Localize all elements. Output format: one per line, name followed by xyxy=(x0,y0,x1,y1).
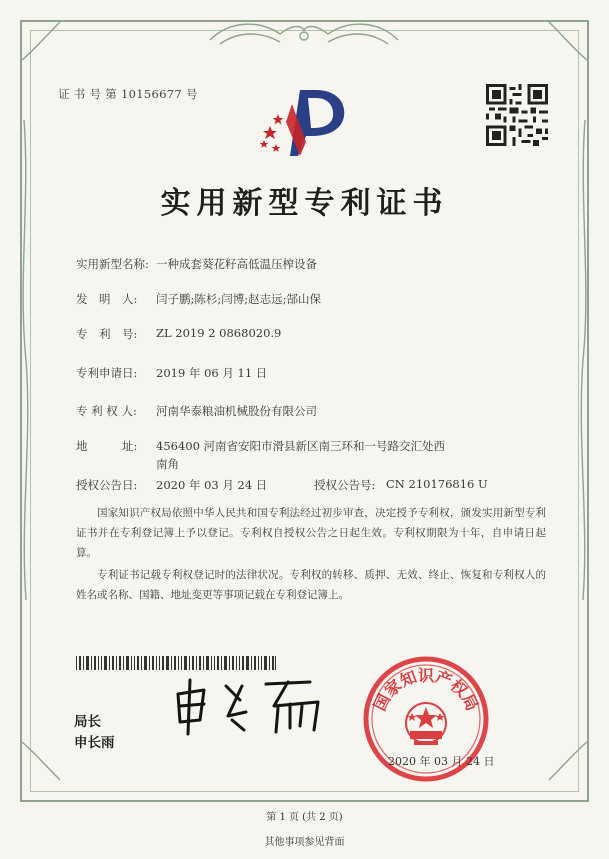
seal-date: 2020 年 03 月 24 日 xyxy=(388,755,495,768)
page-number: 第 1 页 (共 2 页) xyxy=(266,812,343,823)
field-label-filing-date: 专利申请日: xyxy=(76,366,138,380)
grant-no-value: CN 210176816 U xyxy=(386,477,488,491)
signatory-name: 申长雨 xyxy=(74,735,115,751)
field-value-patentee: 河南华泰粮油机械股份有限公司 xyxy=(156,404,317,418)
certificate-number-suffix: 号 xyxy=(185,87,198,101)
field-label-patent-no: 专 利 号: xyxy=(76,327,138,341)
notice-paragraph-2: 专利证书记载专利权登记时的法律状况。专利权的转移、质押、无效、终止、恢复和专利权人的姓名或名称、国籍、地址变更等事项记载在专利登记簿上。 xyxy=(76,569,546,601)
notice-paragraph-1: 国家知识产权局依照中华人民共和国专利法经过初步审查，决定授予专利权，颁发实用新型专利证书并在专利登记簿上予以登记。专利权自授权公告之日起生效。专利权期限为十年，自申请日起算。 xyxy=(76,507,546,559)
field-value-patent-no: ZL 2019 2 0868020.9 xyxy=(156,326,282,340)
field-value-inventor: 闫子鹏;陈杉;闫博;赵志远;郜山保 xyxy=(156,292,321,306)
cnipa-logo-icon xyxy=(256,82,356,162)
footer-note: 其他事项参见背面 xyxy=(264,837,345,848)
grant-no-label: 授权公告号: xyxy=(314,478,376,492)
field-label-address: 地 址: xyxy=(76,439,138,453)
signatory-title: 局长 xyxy=(74,714,101,730)
signature-icon xyxy=(170,676,330,736)
field-label-name: 实用新型名称: xyxy=(76,257,149,271)
grant-date-value: 2020 年 03 月 24 日 xyxy=(156,478,268,492)
qr-code-icon[interactable] xyxy=(486,84,548,146)
barcode-icon xyxy=(76,656,276,670)
certificate-number-value: 10156677 xyxy=(121,87,182,101)
seal-text: 国家知识产权局 xyxy=(369,666,483,714)
field-value-filing-date: 2019 年 06 月 11 日 xyxy=(156,366,268,380)
field-value-address: 456400 河南省安阳市滑县新区南三环和一号路交汇处西 xyxy=(156,439,446,453)
page-title: 实用新型专利证书 xyxy=(160,186,449,221)
field-label-patentee: 专 利 权 人: xyxy=(76,404,137,418)
certificate-number xyxy=(58,86,198,102)
field-label-inventor: 发 明 人: xyxy=(76,292,138,306)
field-value-address-cont: 南角 xyxy=(156,457,179,471)
grant-date-label: 授权公告日: xyxy=(76,478,138,492)
field-value-name: 一种成套葵花籽高低温压榨设备 xyxy=(156,257,317,271)
certificate-number-label: 证 书 号 第 xyxy=(58,87,118,101)
